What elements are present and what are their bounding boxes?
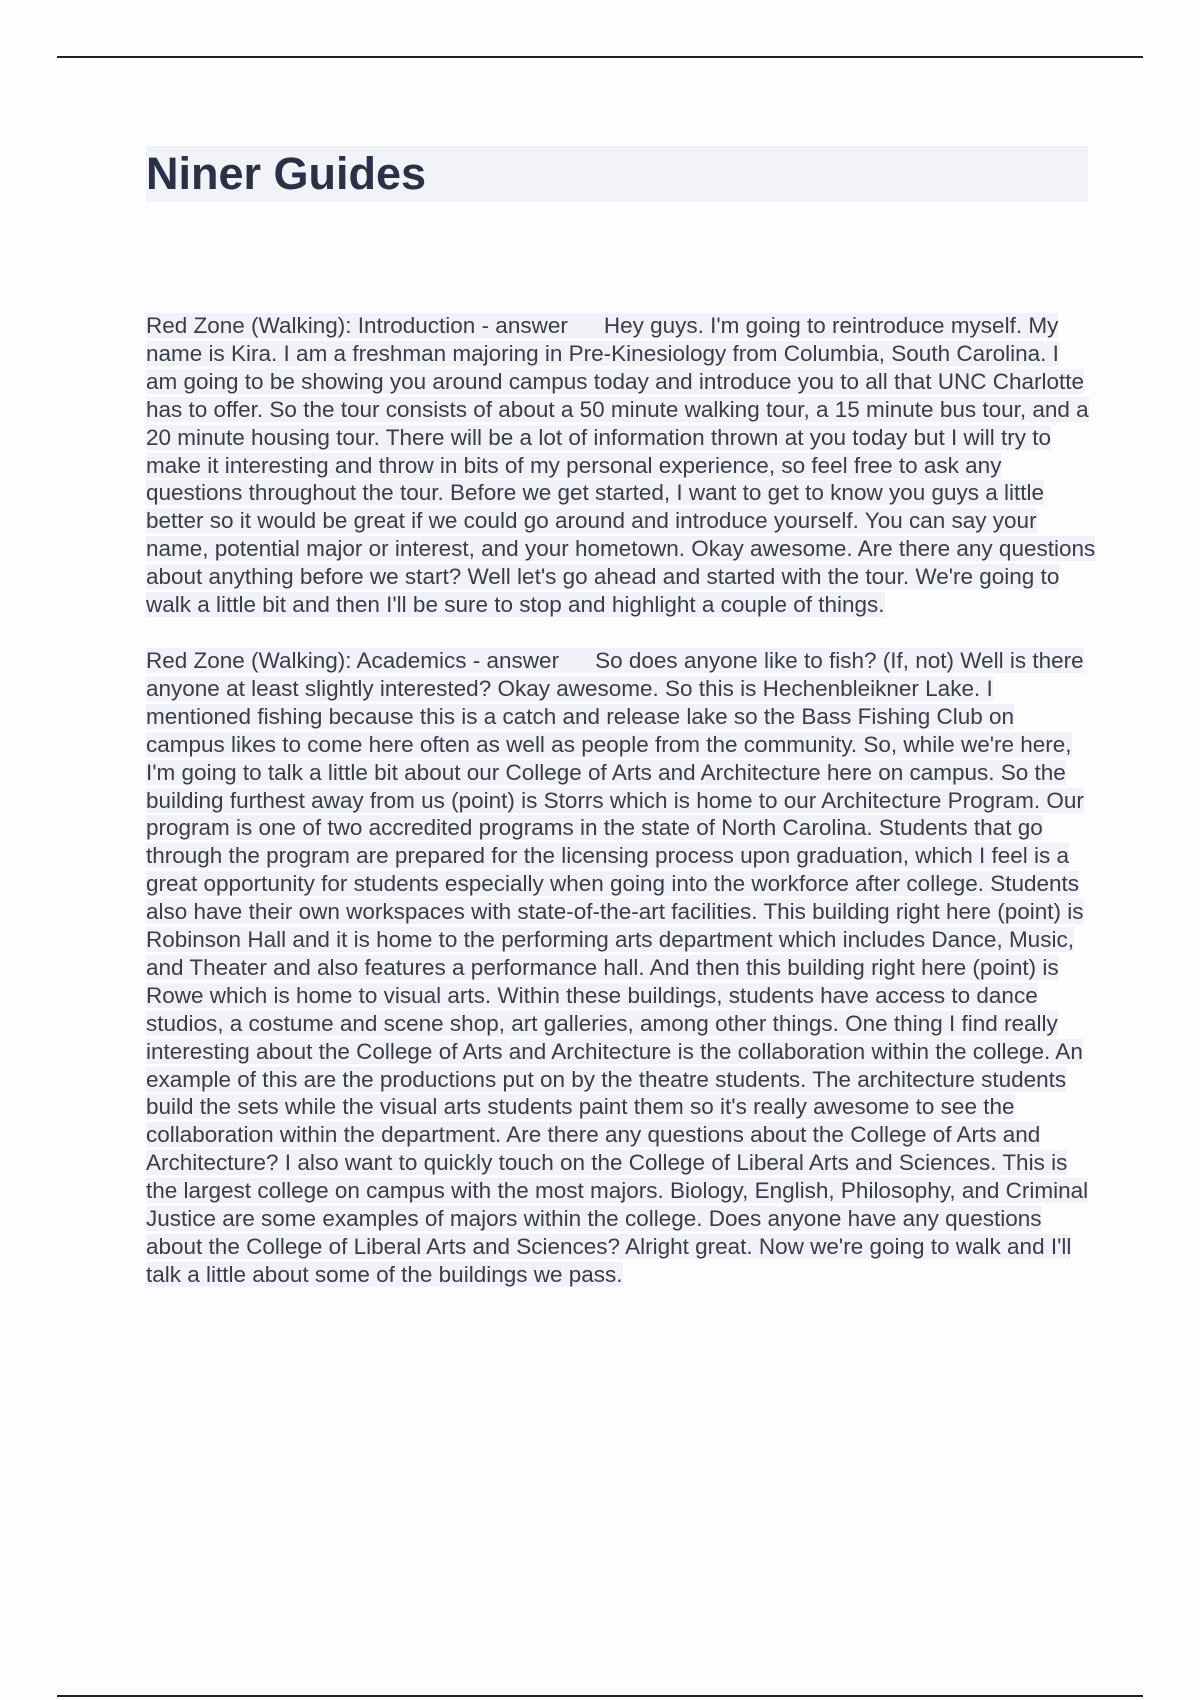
entry-question: Red Zone (Walking): Academics - answer: [146, 647, 560, 673]
entry-question: Red Zone (Walking): Introduction - answer: [146, 313, 568, 338]
header-rule: [57, 56, 1143, 58]
document-title: Niner Guides: [146, 148, 427, 199]
entry-answer: So does anyone like to fish? (If, not) Well is there anyone at least slightly interested? Okay awesome. So this is Hechenbleikner Lake. I mentioned fishing because this is a catch and release lake so the Bass Fishing Club on campus likes to come here often as well as people from the community. So, while we're here, I'm going to talk a little bit about our College of Arts and Architecture here on campus. So the building furthest away from us (point) is Storrs which is home to our Architecture Program. Our program is one of two accredited programs in the state of North Carolina. Students that go through the program are prepared for the licensing process upon graduation, which I feel is a great opportunity for students especially when going into the workforce after college. Students also have their own workspaces with state-of-the-art facilities. This building right here (point) is Robinson Hall and it is home to the performing arts department which includes Dance, Music, and Theater and also features a performance hall. And then this building right here (point) is Rowe which is home to visual arts. Within these buildings, students have access to dance studios, a costume and scene shop, art galleries, among other things. One thing I find really interesting about the College of Arts and Architecture is the collaboration within the college. An example of this are the productions put on by the theatre students. The architecture students build the sets while the visual arts students paint them so it's really awesome to see the collaboration within the department. Are there any questions about the College of Arts and Architecture? I also want to quickly touch on the College of Liberal Arts and Sciences. This is the largest college on campus with the most majors. Biology, English, Philosophy, and Criminal Justice are some examples of majors within the college. Does anyone have any questions about the College of Liberal Arts and Sciences? Alright great. Now we're going to walk and I'll talk a little about some of the buildings we pass.: [146, 647, 1089, 1287]
footer-rule: [57, 1695, 1143, 1697]
qa-entry-academics: [146, 647, 1096, 1289]
document-body: [146, 312, 1096, 1317]
entry-answer: Hey guys. I'm going to reintroduce myself. My name is Kira. I am a freshman majoring in Pre-Kinesiology from Columbia, South Carolina. I am going to be showing you around campus today and introduce you to all that UNC Charlotte has to offer. So the tour consists of about a 50 minute walking tour, a 15 minute bus tour, and a 20 minute housing tour. There will be a lot of information thrown at you today but I will try to make it interesting and throw in bits of my personal experience, so feel free to ask any questions throughout the tour. Before we get started, I want to get to know you guys a little better so it would be great if we could go around and introduce yourself. You can say your name, potential major or interest, and your hometown. Okay awesome. Are there any questions about anything before we start? Well let's go ahead and started with the tour. We're going to walk a little bit and then I'll be sure to stop and highlight a couple of things.: [146, 313, 1096, 618]
qa-entry-introduction: [146, 312, 1096, 619]
